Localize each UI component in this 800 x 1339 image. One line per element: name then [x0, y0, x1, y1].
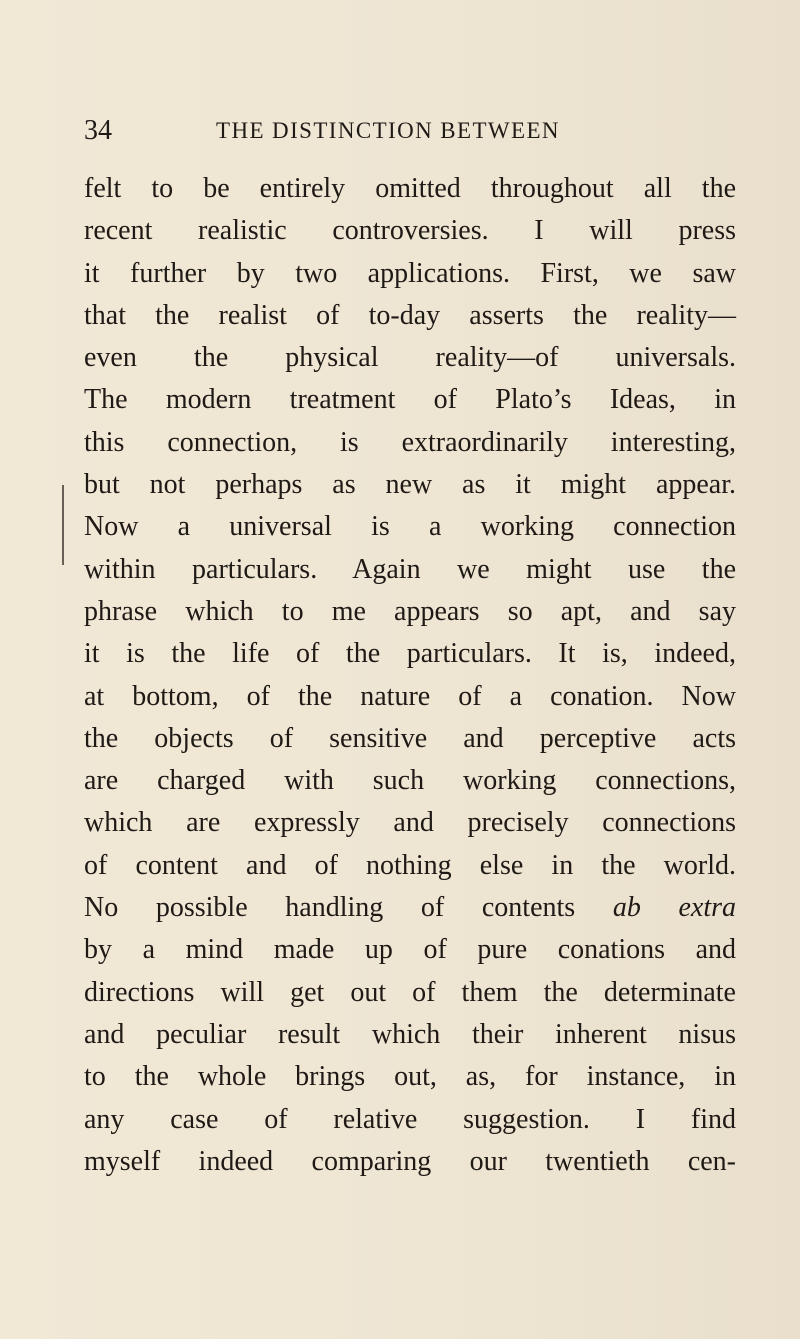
text-line: at bottom, of the nature of a conation. Now [84, 680, 736, 712]
italic-phrase: ab extra [612, 892, 736, 924]
text-line: of content and of nothing else in the world. [84, 849, 736, 881]
text-line: and peculiar result which their inherent nisus [84, 1018, 736, 1050]
body-text [84, 168, 736, 1183]
text-line: within particulars. Again we might use the [84, 553, 736, 585]
text-line: phrase which to me appears so apt, and say [84, 595, 736, 627]
text-line: felt to be entirely omitted throughout all the [84, 173, 736, 204]
running-title: THE DISTINCTION BETWEEN [216, 118, 560, 143]
page-header [84, 111, 734, 151]
text-line: The modern treatment of Plato’s Ideas, in [84, 384, 736, 416]
text-line: myself indeed comparing our twentieth cen- [84, 1145, 736, 1177]
text-line: the objects of sensitive and perceptive acts [84, 722, 736, 754]
text-line-with-italic [84, 887, 736, 929]
text-line: even the physical reality—of universals. [84, 342, 736, 374]
text-line: that the realist of to-day asserts the reality— [84, 299, 736, 331]
text-line: recent realistic controversies. I will press [84, 215, 736, 247]
text-line: this connection, is extraordinarily interesting, [84, 426, 736, 458]
margin-pencil-mark [62, 485, 64, 565]
text-line: are charged with such working connections, [84, 765, 736, 797]
text-segment: No possible handling of contents [84, 892, 613, 924]
text-line: any case of relative suggestion. I find [84, 1103, 736, 1135]
text-line: to the whole brings out, as, for instance, in [84, 1061, 736, 1093]
text-line: by a mind made up of pure conations and [84, 934, 736, 966]
page-number: 34 [84, 115, 112, 146]
text-line: it further by two applications. First, we saw [84, 257, 736, 289]
text-line: but not perhaps as new as it might appear. [84, 469, 736, 501]
text-line: Now a universal is a working connection [84, 511, 736, 543]
text-line: directions will get out of them the determinate [84, 976, 736, 1008]
text-line: it is the life of the particulars. It is, indeed, [84, 638, 736, 670]
text-line: which are expressly and precisely connections [84, 807, 736, 839]
